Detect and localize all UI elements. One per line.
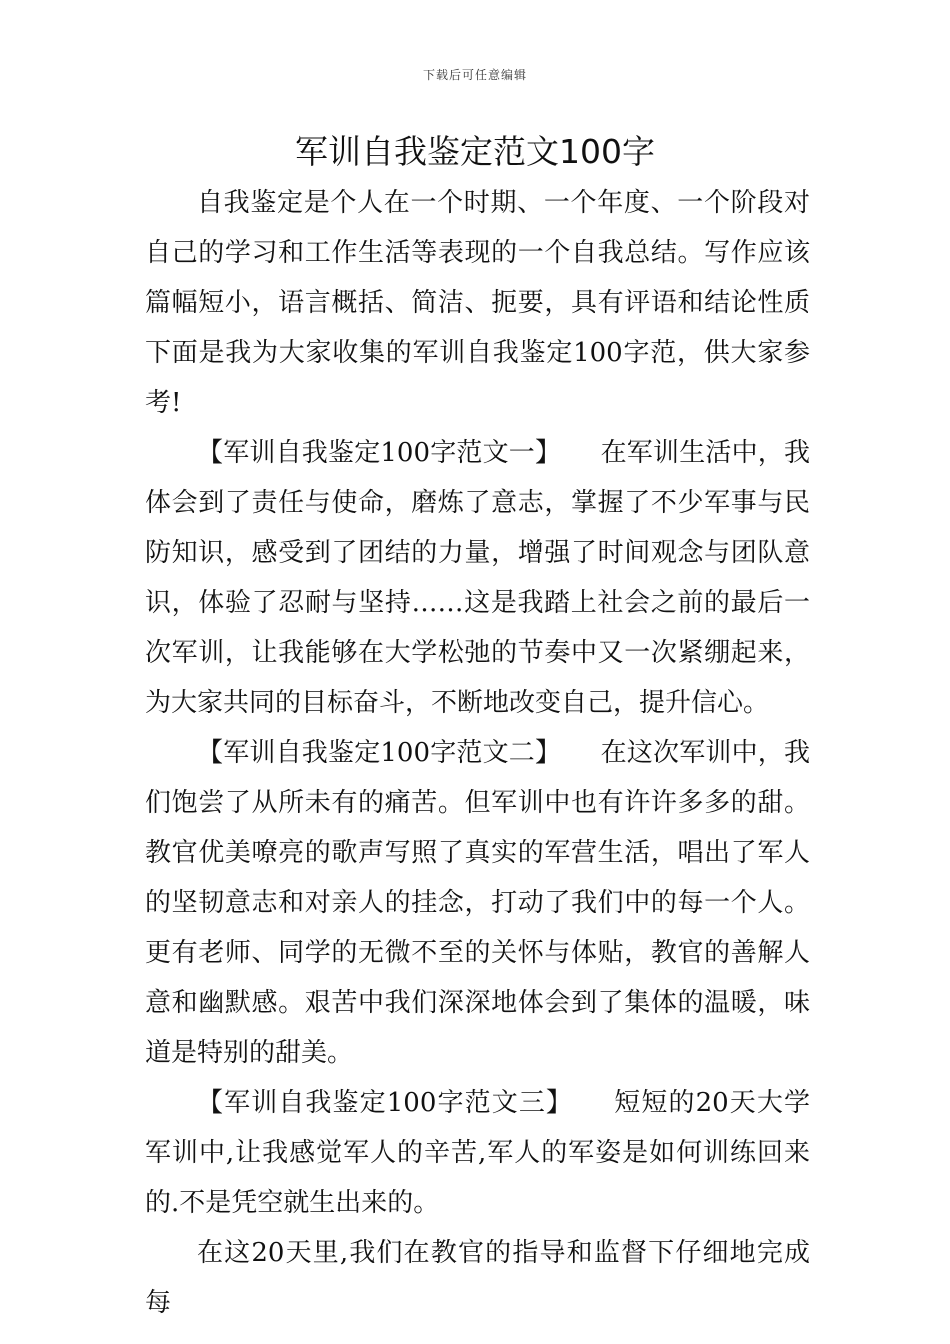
paragraph-intro: 自我鉴定是个人在一个时期、一个年度、一个阶段对自己的学习和工作生活等表现的一个自我总结。写作应该篇幅短小，语言概括、简洁、扼要，具有评语和结论性质下面是我为大家收集的军训自我鉴定100字范，供大家参考! [145, 188, 810, 418]
paragraph-sample-one: 【军训自我鉴定100字范文一】 在军训生活中，我体会到了责任与使命，磨炼了意志，掌握了不少军事与民防知识，感受到了团结的力量，增强了时间观念与团队意识，体验了忍耐与坚持……这是我踏上社会之前的最后一次军训，让我能够在大学松弛的节奏中又一次紧绷起来，为大家共同的目标奋斗，不断地改变自己，提升信心。 [145, 438, 810, 718]
document-title: 军训自我鉴定范文100字 [295, 132, 655, 171]
paragraph-sample-three: 【军训自我鉴定100字范文三】 短短的20天大学军训中,让我感觉军人的辛苦,军人的军姿是如何训练回来的.不是凭空就生出来的。 [145, 1088, 810, 1218]
header-note: 下载后可任意编辑 [422, 68, 527, 82]
document-body [145, 178, 810, 1328]
paragraph-continued: 在这20天里,我们在教官的指导和监督下仔细地完成每 [145, 1238, 810, 1318]
paragraph-sample-two: 【军训自我鉴定100字范文二】 在这次军训中，我们饱尝了从所未有的痛苦。但军训中也有许许多多的甜。教官优美嘹亮的歌声写照了真实的军营生活，唱出了军人的坚韧意志和对亲人的挂念，打动了我们中的每一个人。更有老师、同学的无微不至的关怀与体贴，教官的善解人意和幽默感。艰苦中我们深深地体会到了集体的温暖，味道是特别的甜美。 [145, 738, 810, 1068]
